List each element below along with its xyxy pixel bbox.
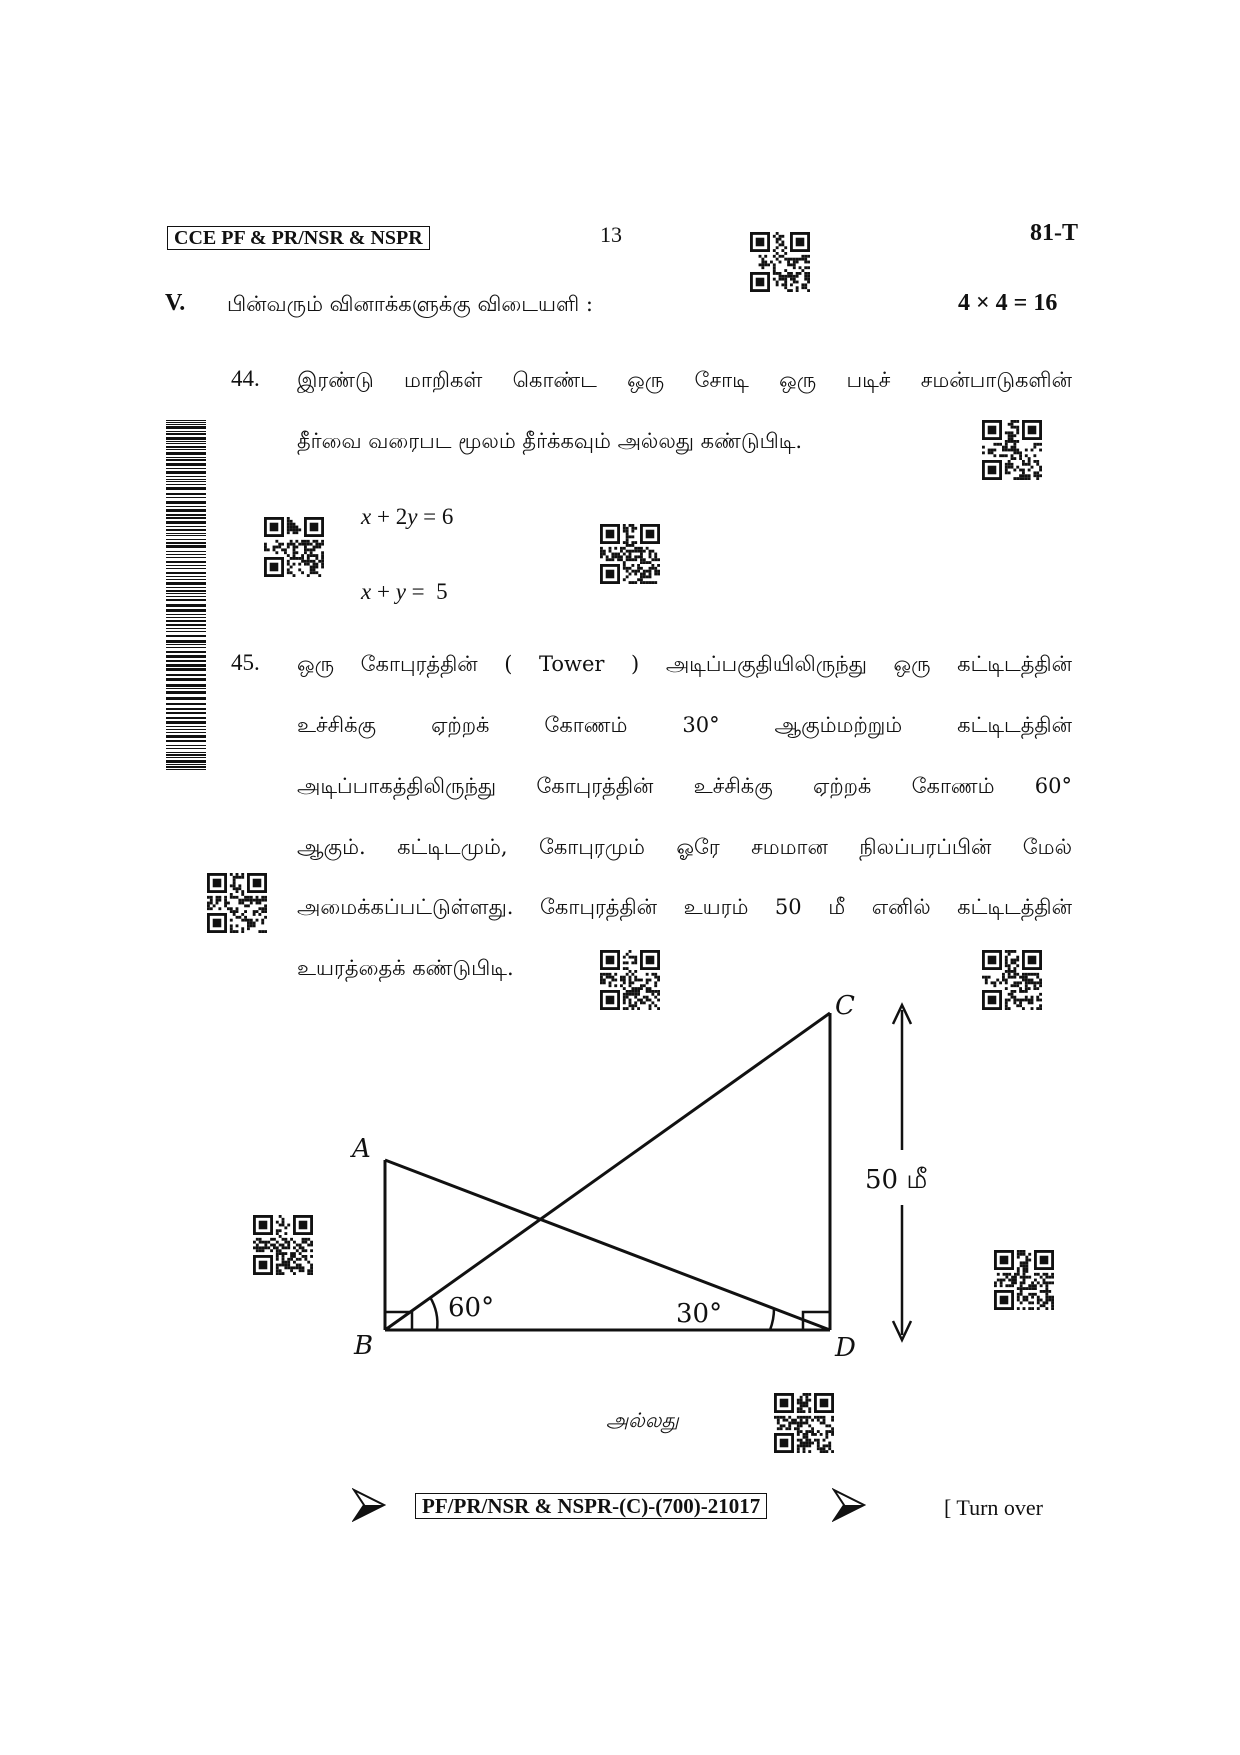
angle-label-30: 30° — [676, 1299, 723, 1329]
question-45-line-4: ஆகும். கட்டிடமும், கோபுரமும் ஓரே சமமான நிலப்பரப்பின் மேல் — [297, 835, 1072, 859]
paper-code: 81-T — [1030, 220, 1078, 246]
question-45-line-5: அமைக்கப்பட்டுள்ளது. கோபுரத்தின் உயரம் 50 மீ எனில் கட்டிடத்தின் — [297, 895, 1072, 919]
header-label: CCE PF & PR/NSR & NSPR — [167, 226, 430, 250]
angle-arc-d — [770, 1308, 774, 1330]
arrow-pointer-icon — [352, 1488, 386, 1522]
label-c: C — [835, 991, 855, 1021]
qr-code-icon — [994, 1250, 1054, 1310]
tower-building-diagram — [340, 990, 960, 1360]
question-45-line-1: ஒரு கோபுரத்தின் ( Tower ) அடிப்பகுதியிலிருந்து ஒரு கட்டிடத்தின் — [297, 652, 1072, 676]
section-number: V. — [165, 290, 186, 316]
section-title: பின்வரும் வினாக்களுக்கு விடையளி : — [227, 292, 593, 316]
question-44-line-2: தீர்வை வரைபட மூலம் தீர்க்கவும் அல்லது கண்டுபிடி. — [297, 429, 803, 453]
question-45-number: 45. — [231, 650, 260, 675]
footer-code: PF/PR/NSR & NSPR-(C)-(700)-21017 — [415, 1493, 767, 1519]
question-45-line-3: அடிப்பாகத்திலிருந்து கோபுரத்தின் உச்சிக்கு ஏற்றக் கோணம் 60° — [297, 774, 1072, 798]
turn-over-text: [ Turn over — [944, 1495, 1044, 1520]
height-label: 50 மீ — [865, 1165, 928, 1195]
or-text: அல்லது — [606, 1408, 679, 1432]
qr-code-icon — [264, 517, 324, 577]
equation-2: x + y = 5 — [361, 579, 448, 604]
qr-code-icon — [982, 420, 1042, 480]
qr-code-icon — [774, 1393, 834, 1453]
arrow-pointer-icon — [832, 1488, 866, 1522]
qr-code-icon — [207, 873, 267, 933]
qr-code-icon — [600, 950, 660, 1010]
equation-1: x + 2y = 6 — [361, 504, 454, 529]
label-a: A — [352, 1134, 371, 1164]
qr-code-icon — [750, 232, 810, 292]
question-45-line-2: உச்சிக்கு ஏற்றக் கோணம் 30° ஆகும்மற்றும் கட்டிடத்தின் — [297, 713, 1072, 737]
angle-arc-b — [430, 1297, 437, 1330]
line-bc — [385, 1013, 830, 1330]
barcode-icon — [166, 420, 206, 772]
qr-code-icon — [982, 950, 1042, 1010]
question-45-line-6: உயரத்தைக் கண்டுபிடி. — [297, 956, 514, 980]
page-number: 13 — [600, 222, 622, 247]
label-b: B — [354, 1331, 374, 1360]
qr-code-icon — [600, 524, 660, 584]
angle-label-60: 60° — [448, 1293, 495, 1323]
section-marks: 4 × 4 = 16 — [958, 290, 1058, 316]
question-44-number: 44. — [231, 366, 260, 391]
label-d: D — [835, 1333, 856, 1360]
qr-code-icon — [253, 1215, 313, 1275]
question-44-line-1: இரண்டு மாறிகள் கொண்ட ஒரு சோடி ஒரு படிச் சமன்பாடுகளின் — [297, 368, 1072, 392]
